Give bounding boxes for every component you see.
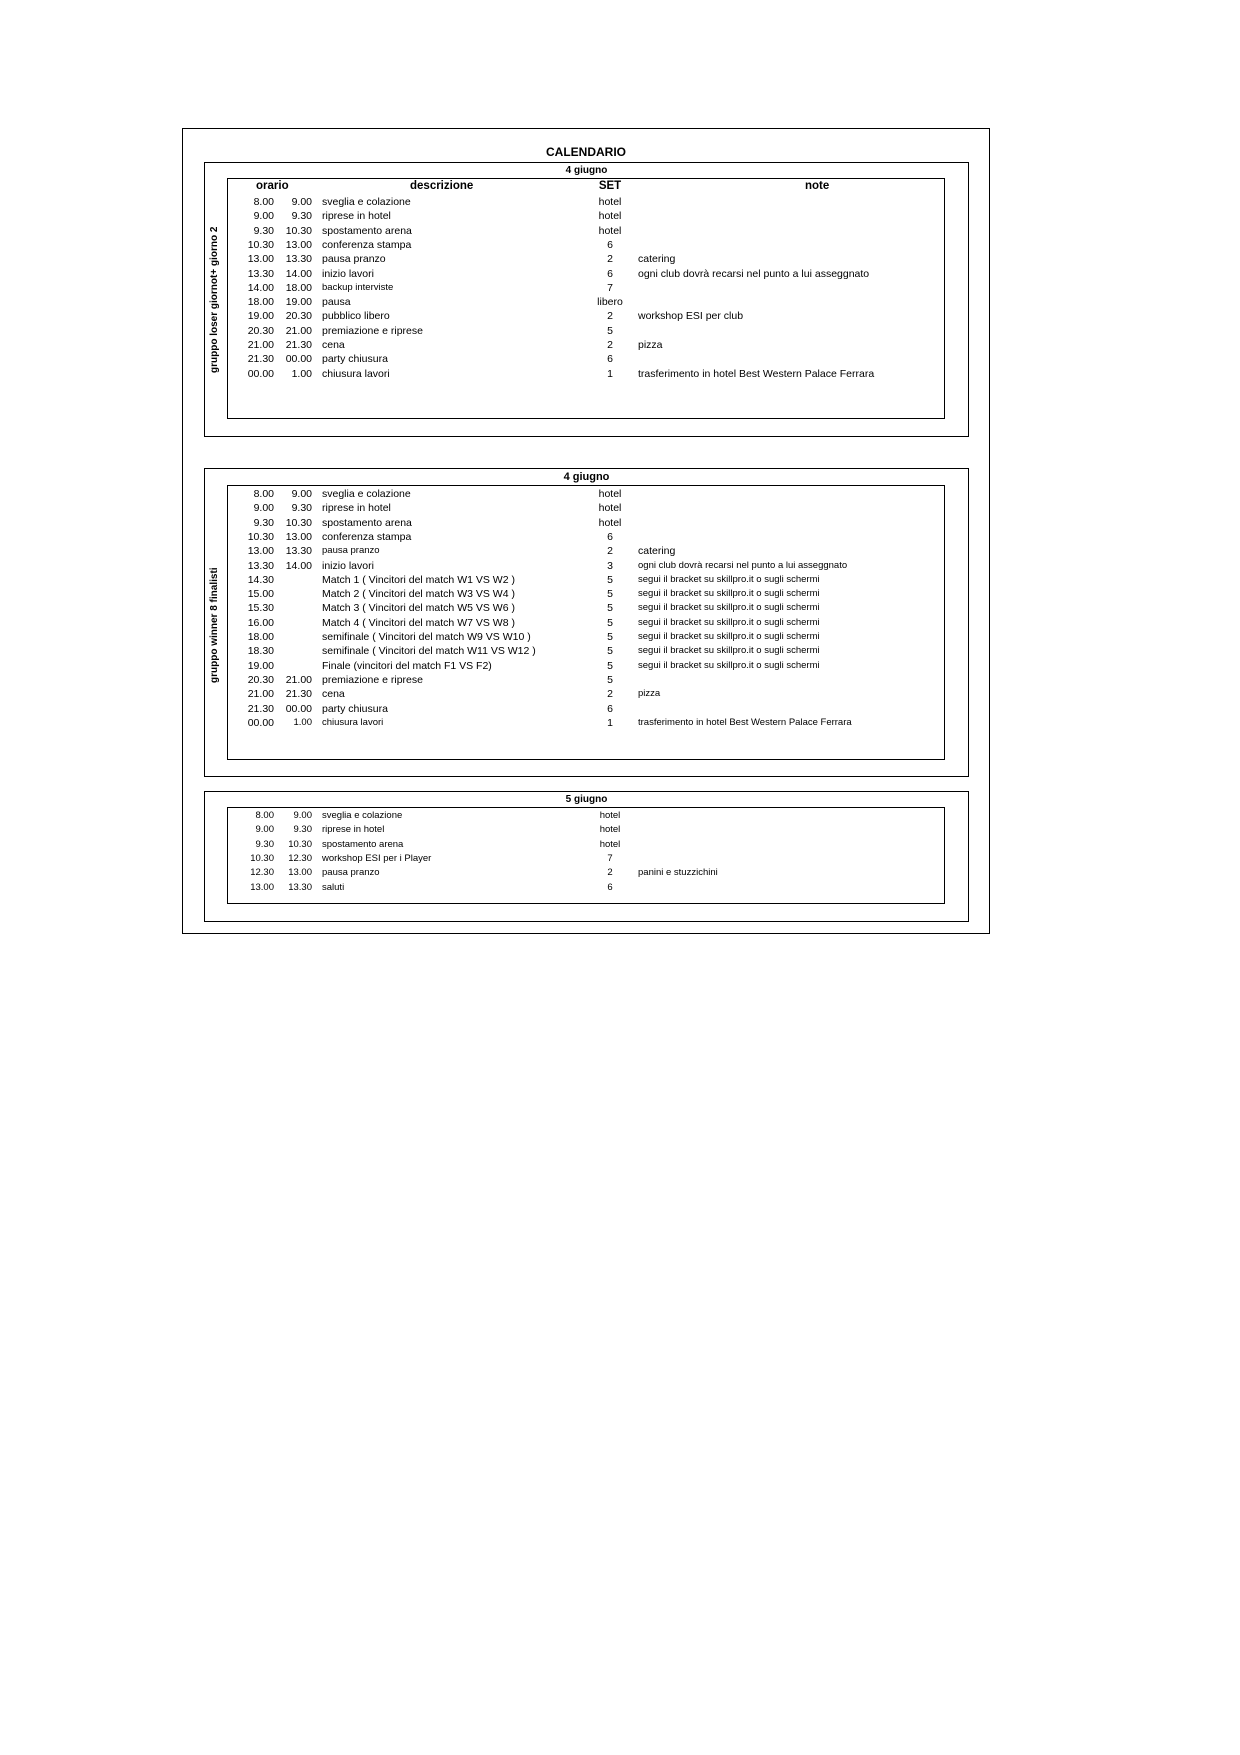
activity-note: ogni club dovrà recarsi nel punto a lui asseggnato [638,267,870,280]
set-number: 6 [607,881,613,893]
set-number: hotel [598,210,622,223]
time-end: 9.30 [291,502,312,515]
time-start: 16.00 [247,616,274,629]
time-start: 10.30 [247,238,274,251]
activity-note: trasferimento in hotel Best Western Palace Ferrara [638,716,852,728]
activity-note: segui il bracket su skillpro.it o sugli schermi [638,645,820,657]
header-note: note [805,180,830,192]
time-start: 21.30 [247,702,274,715]
set-number: hotel [599,810,621,821]
time-end: 14.00 [285,267,312,280]
time-end: 13.30 [285,545,312,558]
set-number: 5 [607,324,613,337]
time-start: 21.30 [247,353,274,366]
section-day-two [204,791,969,922]
section-date: 5 giugno [565,794,608,805]
set-number: 2 [607,545,613,558]
time-end: 21.00 [285,673,312,686]
activity-description: chiusura lavori [322,716,384,728]
activity-description: conferenza stampa [322,530,412,543]
activity-note: pizza [638,688,661,700]
schedule-table [227,807,945,904]
time-end: 18.00 [285,281,312,294]
activity-description: cena [322,339,345,351]
activity-description: workshop ESI per i Player [322,852,432,864]
page-title: CALENDARIO [546,145,626,159]
section-loser-group [204,162,969,437]
activity-description: spostamento arena [322,224,412,237]
set-number: 5 [607,616,613,629]
time-start: 13.00 [247,545,274,558]
activity-description: conferenza stampa [322,238,412,251]
activity-description: inizio lavori [322,267,374,280]
set-number: 2 [607,339,613,351]
activity-description: riprese in hotel [322,502,391,515]
time-end: 00.00 [285,702,312,715]
time-end: 9.30 [293,824,312,836]
set-number: 2 [607,253,613,266]
activity-note: segui il bracket su skillpro.it o sugli schermi [638,631,820,642]
activity-description: saluti [322,881,345,893]
time-start: 15.00 [247,588,274,601]
activity-description: spostamento arena [322,838,404,850]
activity-description: premiazione e riprese [322,673,423,686]
activity-description: chiusura lavori [322,367,390,380]
activity-description: sveglia e colazione [322,196,411,208]
set-number: hotel [598,516,622,529]
time-start: 18.30 [247,645,274,658]
time-end: 10.30 [285,516,312,529]
set-number: 5 [607,673,613,686]
time-end: 13.00 [285,530,312,543]
time-end: 9.00 [291,196,312,208]
time-start: 9.30 [253,516,274,529]
section-date: 4 giugno [563,471,610,483]
activity-description: inizio lavori [322,559,374,572]
activity-note: catering [638,253,676,266]
time-start: 8.00 [253,196,274,208]
activity-description: pausa [322,296,351,309]
time-start: 00.00 [247,367,274,380]
activity-note: catering [638,545,676,558]
activity-description: pausa pranzo [322,253,386,266]
section-date: 4 giugno [565,165,608,176]
time-end: 21.30 [285,688,312,701]
set-number: hotel [598,488,622,500]
header-orario: orario [256,180,289,192]
time-end: 10.30 [288,838,312,850]
time-start: 18.00 [247,631,274,643]
time-start: 18.00 [247,296,274,309]
time-start: 9.00 [255,824,274,836]
set-number: 5 [607,588,613,601]
activity-description: party chiusura [322,353,388,366]
activity-description: pausa pranzo [322,545,380,557]
activity-description: Match 4 ( Vincitori del match W7 VS W8 ) [322,616,515,629]
schedule-table [227,485,945,760]
activity-note: segui il bracket su skillpro.it o sugli schermi [638,588,820,600]
group-label: gruppo loser giornot+ giorno 2 [209,226,220,373]
time-start: 9.30 [255,838,274,850]
time-start: 21.00 [247,688,274,701]
time-start: 13.00 [250,881,274,893]
header-set: SET [598,180,622,192]
set-number: 2 [607,688,613,701]
time-end: 13.30 [288,881,312,893]
time-start: 15.30 [247,602,274,615]
activity-description: sveglia e colazione [322,810,403,821]
time-end: 14.00 [285,559,312,572]
set-number: 1 [607,367,613,380]
set-number: libero [597,296,623,309]
activity-description: Match 2 ( Vincitori del match W3 VS W4 ) [322,588,515,601]
set-number: 5 [607,602,613,615]
activity-description: Finale (vincitori del match F1 VS F2) [322,659,492,672]
time-end: 1.00 [293,716,312,728]
time-start: 13.30 [247,267,274,280]
activity-description: pubblico libero [322,310,390,323]
time-end: 9.30 [291,210,312,223]
set-number: 5 [607,659,613,672]
time-start: 00.00 [247,716,274,729]
activity-description: riprese in hotel [322,210,391,223]
schedule-table [227,178,945,419]
set-number: hotel [599,824,621,836]
time-end: 9.00 [291,488,312,500]
set-number: 2 [607,867,613,879]
time-end: 00.00 [285,353,312,366]
activity-note: segui il bracket su skillpro.it o sugli schermi [638,659,820,671]
set-number: 2 [607,310,613,323]
time-end: 13.00 [288,867,312,879]
activity-description: Match 3 ( Vincitori del match W5 VS W6 ) [322,602,515,615]
time-end: 13.30 [285,253,312,266]
time-start: 20.30 [247,673,274,686]
time-start: 10.30 [247,530,274,543]
set-number: 1 [607,716,613,729]
set-number: 7 [607,281,613,294]
time-start: 9.00 [253,502,274,515]
time-start: 13.30 [247,559,274,572]
activity-description: semifinale ( Vincitori del match W11 VS W12 ) [322,645,536,658]
set-number: 6 [607,353,613,366]
time-start: 9.00 [253,210,274,223]
time-end: 10.30 [285,224,312,237]
time-start: 12.30 [250,867,274,879]
activity-note: segui il bracket su skillpro.it o sugli schermi [638,616,820,628]
activity-note: segui il bracket su skillpro.it o sugli schermi [638,602,820,614]
activity-description: sveglia e colazione [322,488,411,500]
set-number: 6 [607,267,613,280]
activity-note: trasferimento in hotel Best Western Palace Ferrara [638,367,875,380]
calendar-page [182,128,990,934]
activity-note: workshop ESI per club [638,310,744,323]
time-end: 21.30 [285,339,312,351]
set-number: hotel [598,502,622,515]
set-number: 3 [607,559,613,572]
activity-note: panini e stuzzichini [638,867,718,879]
activity-description: Match 1 ( Vincitori del match W1 VS W2 ) [322,573,515,586]
time-start: 14.30 [247,573,274,586]
set-number: 6 [607,702,613,715]
activity-note: segui il bracket su skillpro.it o sugli schermi [638,573,820,585]
set-number: 5 [607,573,613,586]
time-end: 21.00 [285,324,312,337]
activity-description: premiazione e riprese [322,324,423,337]
time-start: 14.00 [247,281,274,294]
activity-note: pizza [638,339,663,351]
set-number: hotel [598,196,622,208]
time-start: 21.00 [247,339,274,351]
activity-description: cena [322,688,345,701]
time-end: 1.00 [291,367,312,380]
time-start: 10.30 [250,852,274,864]
time-start: 9.30 [253,224,274,237]
set-number: 5 [607,631,613,643]
time-start: 19.00 [247,659,274,672]
section-winner-group [204,468,969,777]
time-start: 13.00 [247,253,274,266]
activity-description: spostamento arena [322,516,412,529]
time-end: 12.30 [288,852,312,864]
set-number: 5 [607,645,613,658]
activity-description: party chiusura [322,702,388,715]
activity-note: ogni club dovrà recarsi nel punto a lui asseggnato [638,559,848,571]
activity-description: semifinale ( Vincitori del match W9 VS W10 ) [322,631,531,643]
time-start: 8.00 [255,810,274,821]
time-start: 20.30 [247,324,274,337]
set-number: 7 [607,852,613,864]
set-number: hotel [598,224,622,237]
activity-description: backup interviste [322,281,394,293]
activity-description: pausa pranzo [322,867,380,879]
time-start: 19.00 [247,310,274,323]
time-start: 8.00 [253,488,274,500]
group-label: gruppo winner 8 finalisti [209,567,220,683]
time-end: 19.00 [285,296,312,309]
time-end: 13.00 [285,238,312,251]
time-end: 20.30 [285,310,312,323]
set-number: 6 [607,238,613,251]
activity-description: riprese in hotel [322,824,385,836]
set-number: 6 [607,530,613,543]
set-number: hotel [599,838,621,850]
time-end: 9.00 [293,810,312,821]
header-descrizione: descrizione [410,180,474,192]
